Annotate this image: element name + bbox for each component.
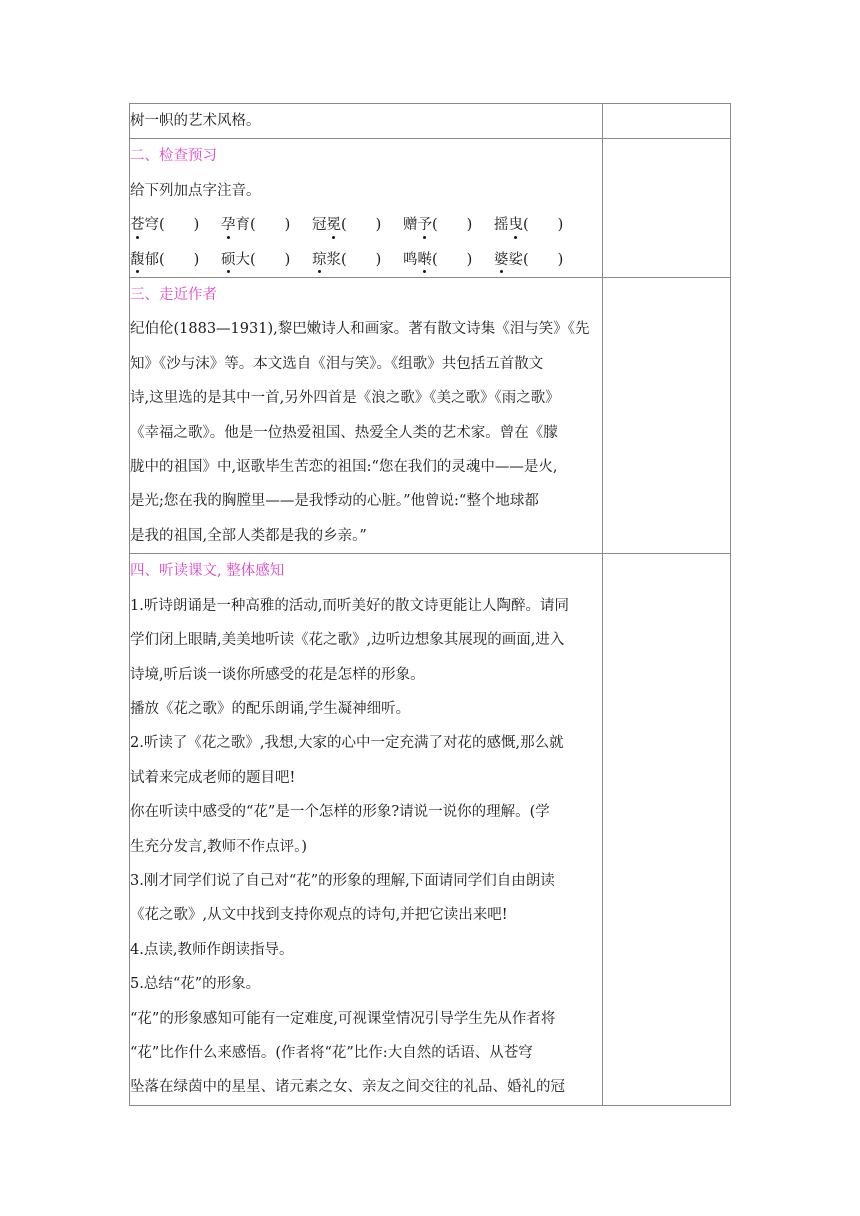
dotted-character: 琼 bbox=[312, 243, 327, 277]
pinyin-item bbox=[494, 243, 585, 277]
text-line: 是我的祖国,全部人类都是我的乡亲。” bbox=[130, 527, 367, 544]
table-row bbox=[130, 278, 731, 554]
text-line: 《花之歌》,从文中找到支持你观点的诗句,并把它读出来吧! bbox=[130, 907, 508, 924]
word-part: 冠 bbox=[312, 217, 327, 234]
text-line: 坠落在绿茵中的星星、诸元素之女、亲友之间交往的礼品、婚礼的冠 bbox=[130, 1079, 565, 1096]
text-line: 2.听读了《花之歌》,我想,大家的心中一定充满了对花的感慨,那么就 bbox=[130, 735, 564, 752]
answer-blank: ( ) bbox=[250, 251, 291, 268]
author-paragraph bbox=[130, 312, 602, 553]
table-row bbox=[130, 104, 731, 139]
pinyin-item bbox=[221, 243, 312, 277]
answer-blank: ( ) bbox=[159, 217, 200, 234]
text-line: 3.刚才同学们说了自己对“花”的形象的理解,下面请同学们自由朗读 bbox=[130, 872, 555, 889]
section-heading: 三、走近作者 bbox=[130, 287, 217, 304]
text-line: 纪伯伦(1883—1931),黎巴嫩诗人和画家。著有散文诗集《泪与笑》《先 bbox=[130, 321, 590, 338]
text-line: 学们闭上眼睛,美美地听读《花之歌》,边听边想象其展现的画面,进入 bbox=[130, 632, 565, 649]
word-part: 穹 bbox=[144, 217, 159, 234]
notes-cell bbox=[603, 554, 731, 1106]
dotted-character: 孕 bbox=[221, 208, 236, 242]
main-cell bbox=[130, 554, 603, 1106]
answer-blank: ( ) bbox=[341, 217, 382, 234]
section-heading: 四、听读课文, 整体感知 bbox=[130, 563, 285, 580]
text-line: 是光;您在我的胸膛里——是我悸动的心脏。”他曾说:“整个地球都 bbox=[130, 493, 539, 510]
pinyin-item bbox=[403, 208, 494, 242]
pinyin-exercise-row-1 bbox=[130, 208, 602, 242]
pinyin-item bbox=[312, 208, 403, 242]
answer-blank: ( ) bbox=[523, 217, 564, 234]
dotted-character: 冕 bbox=[327, 208, 342, 242]
section-heading: 二、检查预习 bbox=[130, 148, 217, 165]
text-line: “花”比作什么来感悟。(作者将“花”比作:大自然的话语、从苍穹 bbox=[130, 1044, 533, 1061]
pinyin-item bbox=[312, 243, 403, 277]
answer-blank: ( ) bbox=[341, 251, 382, 268]
answer-blank: ( ) bbox=[523, 251, 564, 268]
word-part: 摇 bbox=[494, 217, 509, 234]
text-line: 《幸福之歌》。他是一位热爱祖国、热爱全人类的艺术家。曾在《朦 bbox=[130, 424, 558, 441]
text-line: 播放《花之歌》的配乐朗诵,学生凝神细听。 bbox=[130, 700, 411, 717]
word-part: 鸣 bbox=[403, 251, 418, 268]
answer-blank: ( ) bbox=[250, 217, 291, 234]
word-part: 浆 bbox=[326, 251, 341, 268]
pinyin-item bbox=[130, 243, 221, 277]
pinyin-exercise-row-2 bbox=[130, 243, 602, 277]
word-part: 大 bbox=[235, 251, 250, 268]
text-line: 试着来完成老师的题目吧! bbox=[130, 769, 296, 786]
text-line: 5.总结“花”的形象。 bbox=[130, 976, 261, 993]
answer-blank: ( ) bbox=[432, 251, 473, 268]
lesson-plan-table bbox=[129, 103, 731, 1106]
pinyin-item bbox=[221, 208, 312, 242]
dotted-character: 啭 bbox=[418, 243, 433, 277]
pinyin-item bbox=[403, 243, 494, 277]
main-cell bbox=[130, 139, 603, 278]
continued-text: 树一帜的艺术风格。 bbox=[130, 113, 261, 129]
text-line: 知》《沙与沫》等。本文选自《泪与笑》。《组歌》共包括五首散文 bbox=[130, 355, 544, 372]
word-part: 赠 bbox=[403, 217, 418, 234]
answer-blank: ( ) bbox=[432, 217, 473, 234]
word-part: 娑 bbox=[508, 251, 523, 268]
text-line: “花”的形象感知可能有一定难度,可视课堂情况引导学生先从作者将 bbox=[130, 1010, 556, 1027]
text-line: 4.点读,教师作朗读指导。 bbox=[130, 941, 294, 958]
text-line: 1.听诗朗诵是一种高雅的活动,而听美好的散文诗更能让人陶醉。请同 bbox=[130, 597, 569, 614]
text-line: 生充分发言,教师不作点评。) bbox=[130, 838, 308, 855]
pinyin-item bbox=[494, 208, 585, 242]
instruction-text: 给下列加点字注音。 bbox=[130, 182, 261, 199]
main-cell bbox=[130, 104, 603, 139]
table-row bbox=[130, 139, 731, 278]
text-line: 胧中的祖国》中,讴歌毕生苦恋的祖国:“您在我们的灵魂中——是火, bbox=[130, 459, 558, 476]
main-cell bbox=[130, 278, 603, 554]
text-line: 诗,这里选的是其中一首,另外四首是《浪之歌》《美之歌》《雨之歌》 bbox=[130, 390, 560, 407]
notes-cell bbox=[603, 139, 731, 278]
notes-cell bbox=[603, 278, 731, 554]
answer-blank: ( ) bbox=[159, 251, 200, 268]
dotted-character: 予 bbox=[418, 208, 433, 242]
reading-activity-paragraph bbox=[130, 589, 602, 1105]
text-line: 你在听读中感受的“花”是一个怎样的形象?请说一说你的理解。(学 bbox=[130, 804, 550, 821]
dotted-character: 硕 bbox=[221, 243, 236, 277]
table-row bbox=[130, 554, 731, 1106]
word-part: 育 bbox=[235, 217, 250, 234]
pinyin-item bbox=[130, 208, 221, 242]
dotted-character: 婆 bbox=[494, 243, 509, 277]
text-line: 诗境,听后谈一谈你所感受的花是怎样的形象。 bbox=[130, 666, 425, 683]
notes-cell bbox=[603, 104, 731, 139]
dotted-character: 苍 bbox=[130, 208, 145, 242]
dotted-character: 曳 bbox=[509, 208, 524, 242]
dotted-character: 馥 bbox=[130, 243, 145, 277]
word-part: 郁 bbox=[144, 251, 159, 268]
